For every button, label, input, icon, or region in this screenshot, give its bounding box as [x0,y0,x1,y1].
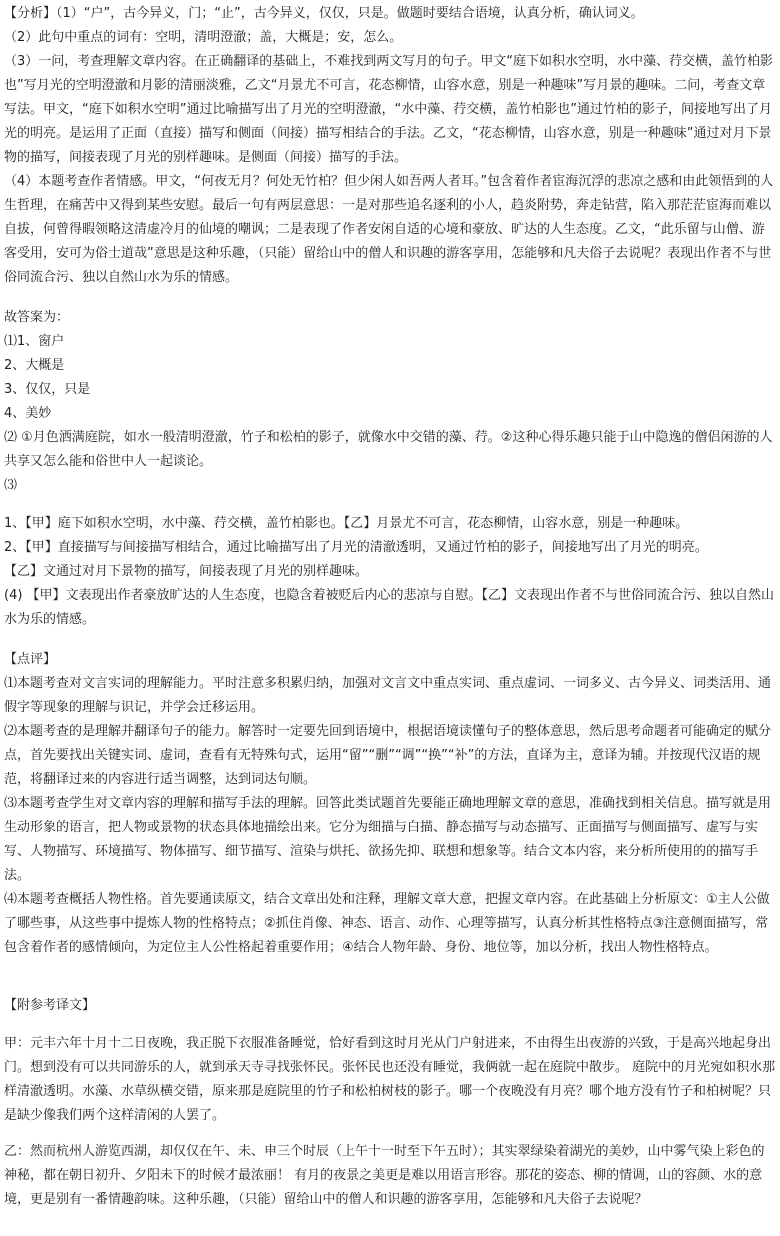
answer-q3-item-2: 2、【甲】直接描写与间接描写相结合，通过比喻描写出了月光的清澈透明，又通过竹柏的影子，间接地写出了月光的明亮。 [4,540,708,555]
answer-q1-item-3: 3、仅仅，只是 [4,382,91,397]
answer-q1-item-4: 4、美妙 [4,406,52,421]
translation-title: 【附参考译文】 [4,998,96,1013]
answer-intro: 故答案为： [4,310,70,325]
analysis-paragraph-1: 【分析】（1）“户”，古今异义，门；“止”，古今异义，仅仅，只是。做题时要结合语境，认真分析，确认词义。 [4,6,644,21]
answer-q2: ⑵ ①月色洒满庭院，如水一般清明澄澈，竹子和松柏的影子，就像水中交错的藻、荇。②这种心得乐趣只能于山中隐逸的僧侣闲游的人共享又怎么能和俗世中人一起谈论。 [4,430,773,469]
comment-paragraph-1: ⑴本题考查对文言实词的理解能力。平时注意多积累归纳，加强对文言文中重点实词、重点虚词、一词多义、古今异义、词类活用、通假字等现象的理解与识记，并学会迁移运用。 [4,676,772,715]
comment-title: 【点评】 [4,652,57,667]
translation-yi: 乙：然而杭州人游览西湖，却仅仅在午、未、申三个时辰（上午十一时至下午五时）；其实翠绿染着湖光的美妙，山中雾气染上彩色的神秘，都在朝日初升、夕阳未下的时候才最浓丽！ 有月的夜景之美更是难以用语言形容。那花的姿态、柳的情调，山的容颜、水的意境，更是别有一番情趣韵味。这种乐趣，（只能）留给山中的僧人和识趣的游客享用，怎能够和凡夫俗子去说呢？ [4,1144,765,1207]
answer-q1-item-1: ⑴1、窗户 [4,334,65,349]
answer-q3-item-1: 1、【甲】庭下如积水空明，水中藻、荇交横，盖竹柏影也。【乙】月景尤不可言，花态柳情，山容水意，别是一种趣味。 [4,516,689,531]
analysis-paragraph-4: （4）本题考查作者情感。甲文，“何夜无月？何处无竹柏？但少闲人如吾两人者耳。”包含着作者宦海沉浮的悲凉之感和由此领悟到的人生哲理，在痛苦中又得到某些安慰。最后一句有两层意思：一是对那些追名逐利的小人，趋炎附势，奔走钻营，陷入那茫茫宦海而难以自拔，何曾得暇领略这清虚冷月的仙境的嘲讽；二是表现了作者安闲自适的心境和豪放、旷达的人生态度。乙文，“此乐留与山僧、游客受用，安可为俗士道哉”意思是这种乐趣，（只能）留给山中的僧人和识趣的游客享用，怎能够和凡夫俗子去说呢？表现出作者不与世俗同流合污、独以自然山水为乐的情感。 [4,174,774,285]
answer-q1-item-2: 2、大概是 [4,358,65,373]
comment-paragraph-2: ⑵本题考查的是理解并翻译句子的能力。解答时一定要先回到语境中，根据语境读懂句子的整体意思，然后思考命题者可能确定的赋分点，首先要找出关键实词、虚词，查看有无特殊句式，运用“留”“删”“调”“换”“补”的方法，直译为主，意译为辅。并按现代汉语的规范，将翻译过来的内容进行适当调整，达到词达句顺。 [4,724,772,787]
answer-q4: (4) 【甲】文表现出作者豪放旷达的人生态度，也隐含着被贬后内心的悲凉与自慰。【乙】文表现出作者不与世俗同流合污、独以自然山水为乐的情感。 [4,588,775,627]
answer-q3-label: ⑶ [4,478,18,493]
comment-paragraph-4: ⑷本题考查概括人物性格。首先要通读原文，结合文章出处和注释，理解文章大意，把握文章内容。在此基础上分析原文：①主人公做了哪些事，从这些事中提炼人物的性格特点；②抓住肖像、神态、语言、动作、心理等描写，认真分析其性格特点③注意侧面描写，常包含着作者的感情倾向，为定位主人公性格起着重要作用；④结合人物年龄、身份、地位等，加以分析，找出人物性格特点。 [4,892,770,955]
comment-paragraph-3: ⑶本题考查学生对文章内容的理解和描写手法的理解。回答此类试题首先要能正确地理解文章的意思，准确找到相关信息。描写就是用生动形象的语言，把人物或景物的状态具体地描绘出来。它分为细描与白描、静态描写与动态描写、正面描写与侧面描写、虚写与实写、人物描写、环境描写、物体描写、细节描写、渲染与烘托、欲扬先抑、联想和想象等。结合文本内容，来分析所使用的的描写手法。 [4,796,772,883]
answer-q3-item-3: 【乙】文通过对月下景物的描写，间接表现了月光的别样趣味。 [4,564,369,579]
translation-jia: 甲：元丰六年十月十二日夜晚，我正脱下衣服准备睡觉，恰好看到这时月光从门户射进来，不由得生出夜游的兴致，于是高兴地起身出门。想到没有可以共同游乐的人，就到承天寺寻找张怀民。张怀民也还没有睡觉，我俩就一起在庭院中散步。 庭院中的月光宛如积水那样清澈透明。水藻、水草纵横交错，原来那是庭院里的竹子和松柏树枝的影子。哪一个夜晚没有月亮？哪个地方没有竹子和柏树呢？只是缺少像我们两个这样清闲的人罢了。 [4,1036,776,1123]
analysis-paragraph-2: （2）此句中重点的词有：空明，清明澄澈；盖，大概是；安，怎么。 [4,30,403,45]
analysis-paragraph-3: （3）一问，考查理解文章内容。在正确翻译的基础上，不难找到两文写月的句子。甲文“庭下如积水空明，水中藻、荇交横，盖竹柏影也”写月光的空明澄澈和月影的清丽淡雅，乙文“月景尤不可言，花态柳情，山容水意，别是一种趣味”写月景的趣味。二问，考查文章写法。甲文，“庭下如积水空明”通过比喻描写出了月光的空明澄澈，“水中藻、荇交横，盖竹柏影也”通过竹柏的影子，间接地写出了月光的明亮。是运用了正面（直接）描写和侧面（间接）描写相结合的手法。乙文，“花态柳情，山容水意，别是一种趣味”通过对月下景物的描写，间接表现了月光的别样趣味。是侧面（间接）描写的手法。 [4,54,774,165]
